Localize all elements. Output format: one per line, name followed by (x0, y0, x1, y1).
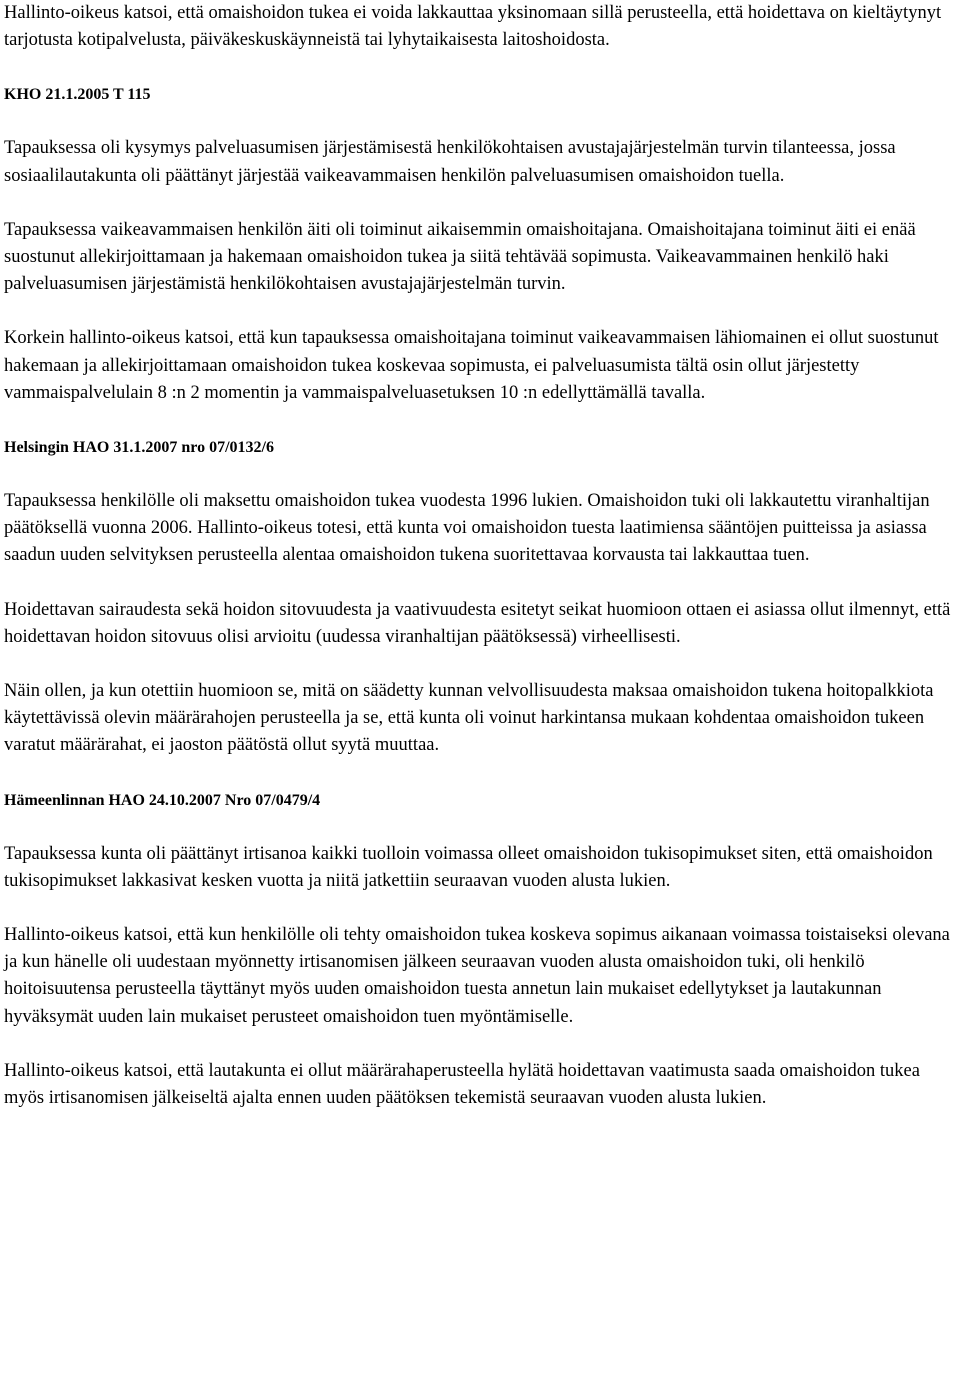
paragraph-intro: Hallinto-oikeus katsoi, että omaishoidon tukea ei voida lakkauttaa yksinomaan sillä perusteella, että hoidettava on kieltäytynyt tarjotusta kotipalvelusta, päiväkeskuskäynneistä tai lyhytaikaisesta laitoshoidosta. (4, 3, 942, 51)
paragraph-hameenlinna-2: Hallinto-oikeus katsoi, että kun henkilölle oli tehty omaishoidon tukea koskeva sopimus aikanaan voimassa toistaiseksi olevana ja kun hänelle oli uudestaan myönnetty irtisanomisen jälkeen seuraavan vuoden alusta omaishoidon tuki, oli henkilö hoitoisuutensa perusteella täyttänyt myös uuden omaishoidon tuesta annetun lain mukaiset edellytykset ja lautakunnan hyväksymät uuden lain mukaiset perusteet omaishoidon tuen myöntämiselle. (4, 925, 950, 1027)
case-heading-hameenlinna: Hämeenlinnan HAO 24.10.2007 Nro 07/0479/4 (4, 791, 321, 809)
paragraph-helsinki-3: Näin ollen, ja kun otettiin huomioon se, mitä on säädetty kunnan velvollisuudesta maksaa omaishoidon tukena hoitopalkkiota käytettävissä olevin määrärahojen perusteella ja se, että kunta oli voinut harkintansa mukaan kohdentaa omaishoidon tukeen varatut määrärahat, ei jaoston päätöstä ollut syytä muuttaa. (4, 681, 934, 756)
paragraph-kho-3: Korkein hallinto-oikeus katsoi, että kun tapauksessa omaishoitajana toiminut vaikeavammaisen lähiomainen ei ollut suostunut hakemaan ja allekirjoittamaan omaishoidon tukea koskevaa sopimusta, ei palveluasumista tältä osin ollut järjestetty vammaispalvelulain 8 :n 2 momentin ja vammaispalveluasetuksen 10 :n edellyttämällä tavalla. (4, 328, 939, 403)
paragraph-kho-1: Tapauksessa oli kysymys palveluasumisen järjestämisestä henkilökohtaisen avustajajärjestelmän turvin tilanteessa, jossa sosiaalilautakunta oli päättänyt järjestää vaikeavammaisen henkilön palveluasumisen omaishoidon tuella. (4, 138, 896, 186)
case-heading-helsinki: Helsingin HAO 31.1.2007 nro 07/0132/6 (4, 439, 274, 457)
case-heading-kho: KHO 21.1.2005 T 115 (4, 86, 151, 104)
document-page (4, 0, 959, 1112)
paragraph-hameenlinna-1: Tapauksessa kunta oli päättänyt irtisanoa kaikki tuolloin voimassa olleet omaishoidon tukisopimukset siten, että omaishoidon tukisopimukset lakkasivat kesken vuotta ja niitä jatkettiin seuraavan vuoden alusta lukien. (4, 843, 933, 891)
paragraph-kho-2: Tapauksessa vaikeavammaisen henkilön äiti oli toiminut aikaisemmin omaishoitajana. Omaishoitajana toiminut äiti ei enää suostunut allekirjoittamaan ja hakemaan omaishoidon tukea ja siitä tehtävää sopimusta. Vaikeavammainen henkilö haki palveluasumisen järjestämistä henkilökohtaisen avustajajärjestelmän turvin. (4, 219, 916, 295)
paragraph-hameenlinna-3: Hallinto-oikeus katsoi, että lautakunta ei ollut määrärahaperusteella hylätä hoidettavan vaatimusta saada omaishoidon tukea myös irtisanomisen jälkeiseltä ajalta ennen uuden päätöksen tekemistä seuraavan vuoden alusta lukien. (4, 1060, 920, 1109)
paragraph-helsinki-1: Tapauksessa henkilölle oli maksettu omaishoidon tukea vuodesta 1996 lukien. Omaishoidon tuki oli lakkautettu viranhaltijan päätöksellä vuonna 2006. Hallinto-oikeus totesi, että kunta voi omaishoidon tuesta laatimiensa sääntöjen puitteissa ja asiassa saadun uuden selvityksen perusteella alentaa omaishoidon tukena suoritettavaa korvausta tai lakkauttaa tuen. (4, 491, 930, 566)
paragraph-helsinki-2: Hoidettavan sairaudesta sekä hoidon sitovuudesta ja vaativuudesta esitetyt seikat huomioon ottaen ei asiassa ollut ilmennyt, että hoidettavan hoidon sitovuus olisi arvioitu (uudessa viranhaltijan päätöksessä) virheellisesti. (4, 599, 951, 647)
